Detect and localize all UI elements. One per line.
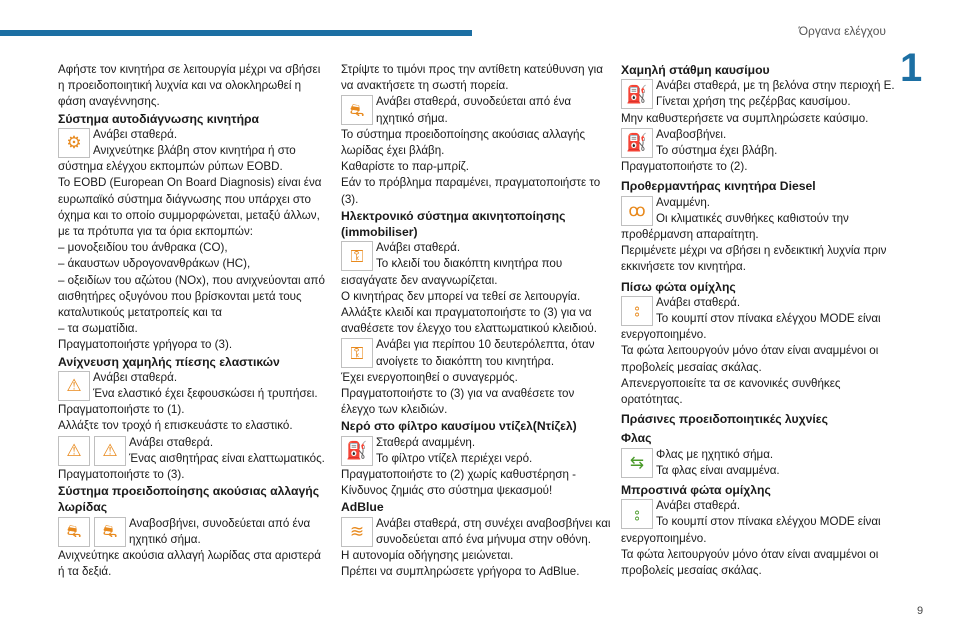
paragraph: προθέρμανση απαραίτητη. xyxy=(621,228,759,242)
item-line: Ανάβει σταθερά, στη συνέχει αναβοσβήνει και συνοδεύεται από ένα μήνυμα στην οθόνη. xyxy=(376,516,611,546)
item-line: Ανάβει σταθερά. xyxy=(656,499,741,513)
heading-immobiliser: Ηλεκτρονικό σύστημα ακινητοποίησης (immobiliser) xyxy=(341,208,566,240)
paragraph: Ανιχνεύτηκε ακούσια αλλαγή λωρίδας στα αριστερά ή τα δεξιά. xyxy=(58,549,321,579)
item-line: Το σύστημα έχει βλάβη. xyxy=(656,144,778,158)
item-line: Ανάβει σταθερά. xyxy=(93,370,178,384)
paragraph: Το EOBD (European On Board Diagnosis) είναι ένα ευρωπαϊκό σύστημα διάγνωσης που υπάρχει στο όχημα και το οποίο συμμορφώνεται, μεταξύ άλλων, με τα πρότυπα για τα όρια εκπομπών: xyxy=(58,176,322,239)
paragraph: Κίνδυνος ζημιάς στο σύστημα ψεκασμού! xyxy=(341,484,553,498)
paragraph: Η αυτονομία οδήγησης μειώνεται. xyxy=(341,549,514,563)
chapter-tab xyxy=(900,44,940,92)
warning-item xyxy=(58,127,328,159)
warning-item xyxy=(621,78,896,110)
heading-front-fog: Μπροστινά φώτα ομίχλης xyxy=(621,483,771,498)
item-line: Ένας αισθητήρας είναι ελαττωματικός. xyxy=(129,451,325,465)
item-line: Οι κλιματικές συνθήκες καθιστούν την xyxy=(656,211,849,225)
warning-item xyxy=(621,195,896,227)
paragraph: Τα φώτα λειτουργούν μόνο όταν είναι αναμμένοι οι προβολείς μεσαίας σκάλας. xyxy=(621,547,879,578)
lane-departure-icon: ⛐ xyxy=(341,95,373,125)
tyre-pressure-icon: ⚠ xyxy=(58,371,90,401)
paragraph: Αλλάξτε τον τροχό ή επισκευάστε το ελαστικό. xyxy=(58,419,293,433)
heading-adblue: AdBlue xyxy=(341,500,384,515)
heading-tyre-pressure: Ανίχνευση χαμηλής πίεσης ελαστικών xyxy=(58,354,280,369)
water-in-fuel-icon: ⛽ xyxy=(341,436,373,466)
key-immobiliser-icon: ⚿ xyxy=(341,241,373,271)
glow-plug-icon: ꝏ xyxy=(621,196,653,226)
paragraph: Έχει ενεργοποιηθεί ο συναγερμός. xyxy=(341,370,518,384)
item-line: Ένα ελαστικό έχει ξεφουσκώσει ή τρυπήσει. xyxy=(93,387,318,401)
warning-item xyxy=(341,337,611,369)
turn-signal-arrows-icon: ⇆ xyxy=(621,448,653,478)
list-item: – τα σωματίδια. xyxy=(58,322,138,336)
fuel-pump-icon: ⛽ xyxy=(621,128,653,158)
item-line: Ανιχνεύτηκε βλάβη στον κινητήρα ή στο xyxy=(93,144,296,158)
warning-item xyxy=(58,435,328,467)
item-line: Ανάβει σταθερά. xyxy=(656,295,741,309)
list-item: – οξειδίων του αζώτου (NOx), που ανιχνεύονται από αισθητήρες οξυγόνου που βρίσκονται μετά τους καταλυτικούς μετατροπείς και τα xyxy=(58,273,325,320)
heading-engine-diagnosis: Σύστημα αυτοδιάγνωσης κινητήρα xyxy=(58,111,260,126)
paragraph: Πραγματοποιήστε το (1). xyxy=(58,403,185,417)
heading-lane-departure: Σύστημα προειδοποίησης ακούσιας αλλαγής λωρίδας xyxy=(58,484,320,515)
item-line: Ανάβει για περίπου 10 δευτερόλεπτα, όταν ανοίγετε το διακόπτη του κινητήρα. xyxy=(376,338,595,368)
warning-item xyxy=(341,240,611,272)
paragraph: Μην καθυστερήσετε να συμπληρώσετε καύσιμο. xyxy=(621,111,869,125)
paragraph: Πραγματοποιήστε το (2). xyxy=(621,160,748,174)
item-line: Γίνεται χρήση της ρεζέρβας καυσίμου. xyxy=(656,95,851,109)
paragraph: Πραγματοποιήστε το (3). xyxy=(58,468,185,482)
paragraph: εισαγάγατε δεν αναγνωρίζεται. xyxy=(341,273,498,287)
item-line: Ανάβει σταθερά, συνοδεύεται από ένα ηχητικό σήμα. xyxy=(376,95,572,125)
item-line: Το κουμπί στον πίνακα ελέγχου MODE είναι xyxy=(656,312,881,326)
warning-item xyxy=(341,435,611,467)
list-item: – μονοξειδίου του άνθρακα (CO), xyxy=(58,241,228,255)
paragraph: Απενεργοποιείτε τα σε κανονικές συνθήκες ορατότητας. xyxy=(621,376,841,407)
rear-fog-light-icon: ⦂ xyxy=(621,296,653,326)
paragraph: Πρέπει να συμπληρώσετε γρήγορα το AdBlue. xyxy=(341,565,580,579)
chapter-number: 1 xyxy=(900,46,923,90)
paragraph: Το σύστημα προειδοποίησης ακούσιας αλλαγής λωρίδας έχει βλάβη. xyxy=(341,127,586,158)
item-line: Τα φλας είναι αναμμένα. xyxy=(656,463,780,477)
indicator-item xyxy=(621,498,896,530)
paragraph: Πραγματοποιήστε το (3) για να αναθέσετε τον έλεγχο των κλειδιών. xyxy=(341,387,575,417)
heading-low-fuel: Χαμηλή στάθμη καυσίμου xyxy=(621,63,770,77)
item-line: Ανάβει σταθερά. xyxy=(376,241,461,255)
engine-check-icon: ⚙ xyxy=(58,128,90,158)
heading-green-indicators: Πράσινες προειδοποιητικές λυχνίες xyxy=(621,412,828,427)
warning-item xyxy=(341,516,611,548)
warning-item xyxy=(621,295,896,327)
paragraph: σύστημα ελέγχου εκπομπών ρύπων EOBD. xyxy=(58,160,283,174)
key-immobiliser-icon: ⚿ xyxy=(341,338,373,368)
item-line: Αναμμένη. xyxy=(656,195,711,209)
heading-preheater: Προθερμαντήρας κινητήρα Diesel xyxy=(621,179,816,194)
fuel-pump-icon: ⛽ xyxy=(621,79,653,109)
column-3 xyxy=(621,62,896,579)
paragraph: ενεργοποιημένο. xyxy=(621,328,707,342)
warning-triangle-icon: ⚠ xyxy=(94,436,126,466)
item-line: Ανάβει σταθερά, με τη βελόνα στην περιοχή E. xyxy=(656,79,895,93)
paragraph: Τα φώτα λειτουργούν μόνο όταν είναι αναμμένοι οι προβολείς μεσαίας σκάλας. xyxy=(621,344,879,374)
tyre-pressure-icon: ⚠ xyxy=(58,436,90,466)
item-line: Το κλειδί του διακόπτη κινητήρα που xyxy=(376,257,563,271)
heading-turn-signals: Φλας xyxy=(621,431,652,446)
item-line: Σταθερά αναμμένη. xyxy=(376,435,476,449)
item-line: Αναβοσβήνει. xyxy=(656,127,727,141)
paragraph: ενεργοποιημένο. xyxy=(621,531,707,545)
item-line: Το κουμπί στον πίνακα ελέγχου MODE είναι xyxy=(656,515,881,529)
item-line: Φλας με ηχητικό σήμα. xyxy=(656,447,774,461)
warning-item xyxy=(341,94,611,126)
item-line: Αναβοσβήνει, συνοδεύεται από ένα ηχητικό σήμα. xyxy=(129,516,311,546)
paragraph: Πραγματοποιήστε γρήγορα το (3). xyxy=(58,338,233,352)
paragraph: Αλλάξτε κλειδί και πραγματοποιήστε το (3) για να αναθέσετε τον έλεγχο του ελαττωματικού κλειδιού. xyxy=(341,306,597,336)
indicator-item xyxy=(621,447,896,479)
lane-departure-icon: ⛐ xyxy=(58,517,90,547)
paragraph: Καθαρίστε το παρ-μπρίζ. xyxy=(341,160,470,174)
front-fog-light-icon: ⦂ xyxy=(621,499,653,529)
warning-item xyxy=(58,516,328,548)
section-title: Όργανα ελέγχου xyxy=(798,24,886,38)
item-line: Ανάβει σταθερά. xyxy=(93,127,178,141)
paragraph: Πραγματοποιήστε το (2) χωρίς καθυστέρηση - xyxy=(341,468,577,482)
warning-item xyxy=(621,127,896,159)
paragraph: Αφήστε τον κινητήρα σε λειτουργία μέχρι να σβήσει η προειδοποιητική λυχνία και να ολοκληρωθεί η φάση αναγέννησης. xyxy=(58,63,321,109)
list-item: – άκαυστων υδρογονανθράκων (HC), xyxy=(58,257,251,271)
item-line: Ανάβει σταθερά. xyxy=(129,435,214,449)
adblue-icon: ≋ xyxy=(341,517,373,547)
paragraph: Ο κινητήρας δεν μπορεί να τεθεί σε λειτουργία. xyxy=(341,289,581,303)
paragraph: Εάν το πρόβλημα παραμένει, πραγματοποιήστε το (3). xyxy=(341,176,601,206)
paragraph: Περιμένετε μέχρι να σβήσει η ενδεικτική λυχνία πριν εκκινήσετε τον κινητήρα. xyxy=(621,244,887,274)
lane-departure-icon: ⛐ xyxy=(94,517,126,547)
page-number: 9 xyxy=(917,605,924,617)
warning-item xyxy=(58,370,328,402)
column-2 xyxy=(341,62,611,581)
heading-water-in-fuel: Νερό στο φίλτρο καυσίμου ντίζελ(Ντίζελ) xyxy=(341,419,577,434)
paragraph: Στρίψτε το τιμόνι προς την αντίθετη κατεύθυνση για να ανακτήσετε τη σωστή πορεία. xyxy=(341,63,603,93)
header-accent-bar xyxy=(0,30,472,36)
item-line: Το φίλτρο ντίζελ περιέχει νερό. xyxy=(376,451,533,465)
heading-rear-fog: Πίσω φώτα ομίχλης xyxy=(621,279,736,294)
column-1 xyxy=(58,62,328,581)
